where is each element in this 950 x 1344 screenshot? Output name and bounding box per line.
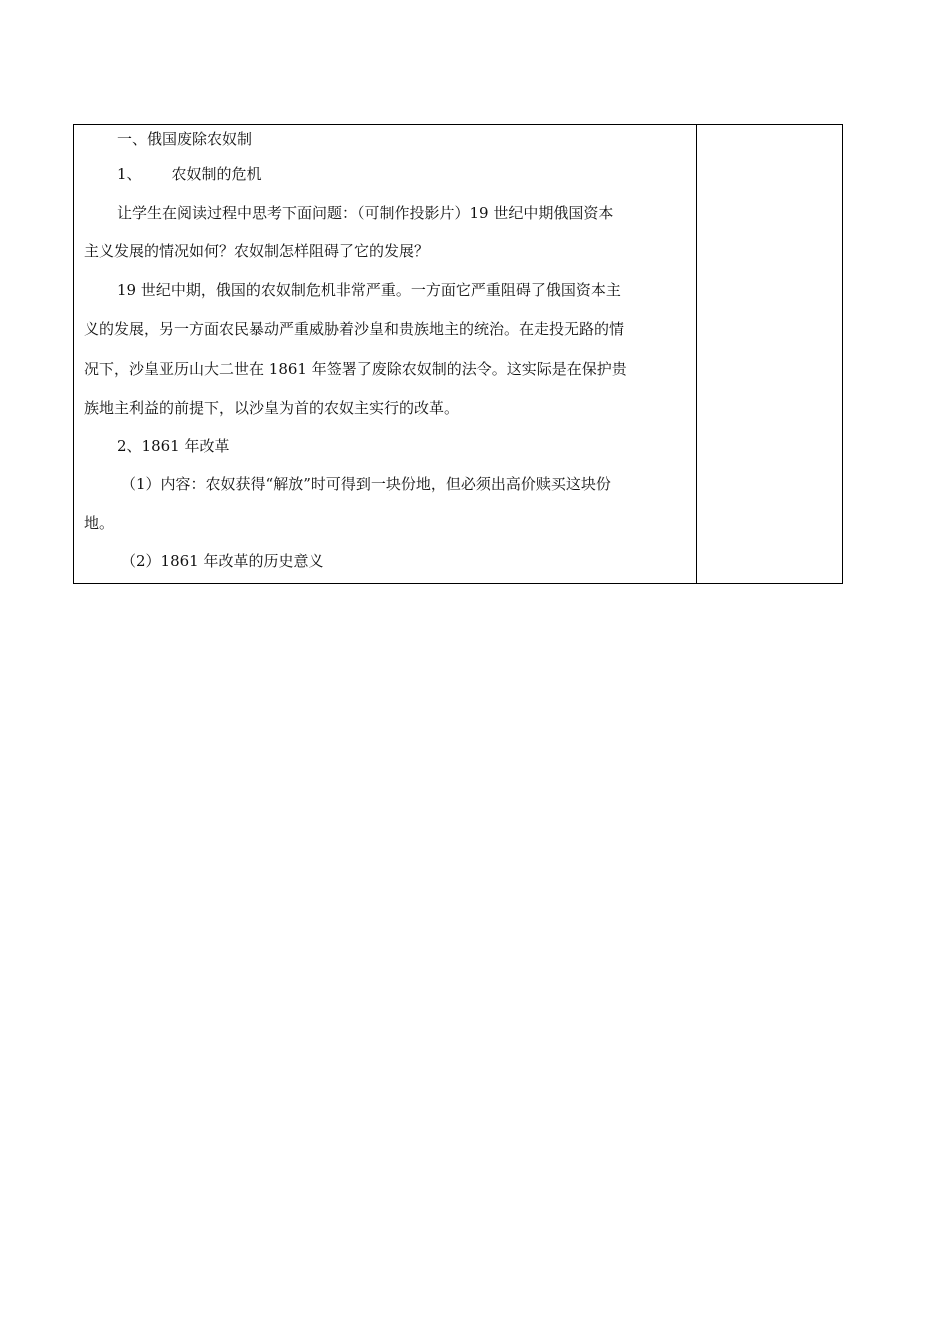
subheading-1-title: 农奴制的危机 [171,165,262,183]
para1-line2: 主义发展的情况如何？农奴制怎样阻碍了它的发展？ [84,242,430,260]
subheading-1 [117,164,262,184]
subheading-1-number: 1、 [117,165,142,183]
para1-line1: 让学生在阅读过程中思考下面问题：（可制作投影片）19 世纪中期俄国资本 [117,204,614,222]
para2-line3: 况下，沙皇亚历山大二世在 1861 年签署了废除农奴制的法令。这实际是在保护贵 [84,360,627,378]
notes-cell [697,125,842,583]
para2-line1: 19 世纪中期，俄国的农奴制危机非常严重。一方面它严重阻碍了俄国资本主 [117,281,621,299]
item1-line2: 地。 [84,514,115,532]
content-table [73,124,843,584]
main-content-cell [74,125,697,583]
para2-line2: 义的发展，另一方面农民暴动严重威胁着沙皇和贵族地主的统治。在走投无路的情 [84,320,625,338]
item2: （2）1861 年改革的历史意义 [121,552,324,570]
subheading-2: 2、1861 年改革 [117,437,230,455]
item1-line1: （1）内容：农奴获得“解放”时可得到一块份地，但必须出高价赎买这块份 [121,475,611,493]
section-title: 一、俄国废除农奴制 [117,130,253,148]
para2-line4: 族地主利益的前提下，以沙皇为首的农奴主实行的改革。 [84,399,460,417]
